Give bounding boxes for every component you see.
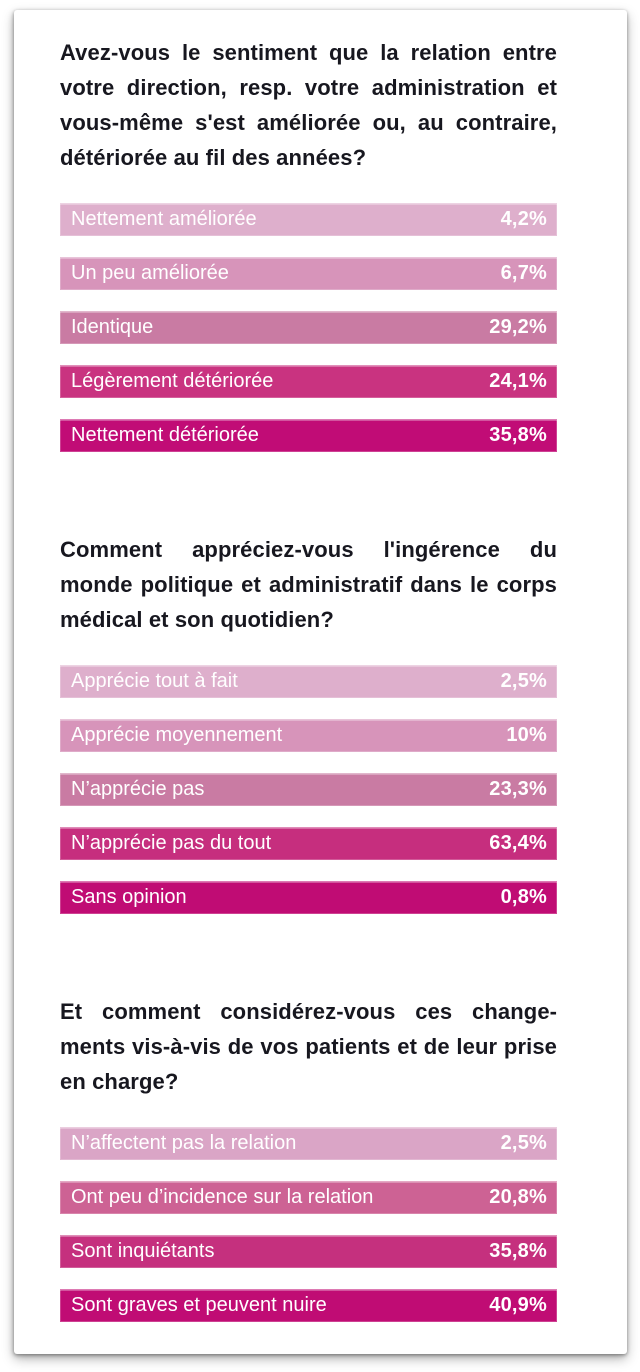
question-text: Avez-vous le sentiment que la relation entre votre direction, resp. votre administration et vous-même s'est améliorée ou, au contraire, détériorée au fil des années?: [60, 40, 557, 170]
bar-label: Apprécie moyennement: [71, 724, 283, 746]
bar-label: Ont peu d’incidence sur la relation: [71, 1186, 374, 1208]
result-bar: [60, 257, 557, 290]
bar-value: 6,7%: [500, 262, 547, 284]
bar-value: 20,8%: [489, 1186, 547, 1208]
bar-label: Sans opinion: [71, 886, 187, 908]
result-bar-list: [60, 1127, 557, 1322]
bar-label: Sont graves et peuvent nuire: [71, 1294, 327, 1316]
bar-value: 2,5%: [500, 670, 547, 692]
bar-value: 4,2%: [500, 208, 547, 230]
result-bar: [60, 1181, 557, 1214]
result-bar: [60, 827, 557, 860]
bar-label: Identique: [71, 316, 154, 338]
bar-value: 63,4%: [489, 832, 547, 854]
result-bar: [60, 1289, 557, 1322]
result-bar: [60, 773, 557, 806]
bar-value: 2,5%: [500, 1132, 547, 1154]
bar-label: Apprécie tout à fait: [71, 670, 238, 692]
bar-label: Un peu améliorée: [71, 262, 229, 284]
bar-value: 24,1%: [489, 370, 547, 392]
survey-section-patients: [60, 994, 557, 1322]
bar-label: N’apprécie pas du tout: [71, 832, 272, 854]
question-text: Et comment considérez-vous ces changements vis-à-vis de vos patients et de leur prise en charge?: [60, 999, 557, 1094]
bar-value: 29,2%: [489, 316, 547, 338]
bar-value: 10%: [506, 724, 547, 746]
bar-label: N’affectent pas la relation: [71, 1132, 297, 1154]
bar-label: N’apprécie pas: [71, 778, 205, 800]
result-bar-list: [60, 203, 557, 452]
bar-value: 40,9%: [489, 1294, 547, 1316]
bar-label: Nettement détériorée: [71, 424, 259, 446]
bar-value: 35,8%: [489, 1240, 547, 1262]
result-bar-list: [60, 665, 557, 914]
bar-label: Légèrement détériorée: [71, 370, 274, 392]
result-bar: [60, 719, 557, 752]
result-bar: [60, 1127, 557, 1160]
bar-value: 0,8%: [500, 886, 547, 908]
result-bar: [60, 665, 557, 698]
bar-value: 35,8%: [489, 424, 547, 446]
bar-value: 23,3%: [489, 778, 547, 800]
result-bar: [60, 1235, 557, 1268]
result-bar: [60, 365, 557, 398]
bar-label: Sont inquiétants: [71, 1240, 215, 1262]
survey-section-ingerence-politique: [60, 532, 557, 914]
question-text: Comment appréciez-vous l'ingérence du monde politique et administratif dans le corps médical et son quotidien?: [60, 537, 557, 632]
result-bar: [60, 203, 557, 236]
result-bar: [60, 419, 557, 452]
survey-section-relation-direction: [60, 35, 557, 452]
survey-results-card: [14, 10, 627, 1354]
result-bar: [60, 881, 557, 914]
bar-label: Nettement améliorée: [71, 208, 257, 230]
result-bar: [60, 311, 557, 344]
